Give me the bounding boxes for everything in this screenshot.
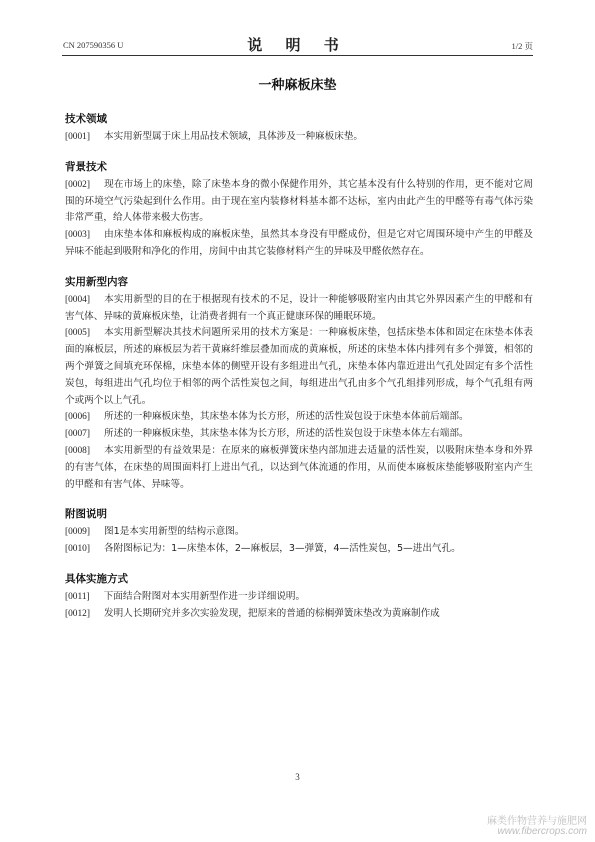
paragraph-number: [0008]	[65, 445, 90, 456]
paragraph-number: [0006]	[65, 412, 90, 423]
page-number: 3	[295, 772, 300, 782]
paragraph-number: [0010]	[65, 544, 90, 555]
section-heading: 技术领域	[65, 113, 107, 125]
paragraph	[65, 409, 533, 426]
paragraph	[65, 606, 533, 623]
paragraph-text: 图1是本实用新型的结构示意图。	[104, 526, 245, 538]
section-heading: 具体实施方式	[65, 572, 128, 585]
paragraph-text: 所述的一种麻板床垫，其床垫本体为长方形，所述的活性炭包设于床垫本体前后端部。	[104, 411, 469, 423]
section-heading: 实用新型内容	[65, 275, 128, 288]
paragraph	[65, 426, 533, 443]
section-gap	[65, 493, 533, 507]
section-gap	[65, 558, 533, 572]
paragraph	[65, 227, 533, 261]
paragraph-number: [0011]	[65, 591, 90, 602]
paragraph	[65, 292, 533, 326]
paragraph-number: [0012]	[65, 608, 90, 619]
publication-number: CN 207590356 U	[63, 40, 124, 50]
paragraph	[65, 524, 533, 541]
paragraph-text: 下面结合附图对本实用新型作进一步详细说明。	[103, 590, 306, 602]
paragraph-number: [0009]	[65, 527, 90, 538]
paragraph-number: [0005]	[65, 328, 90, 339]
watermark-site-name: 麻类作物营养与施肥网	[487, 816, 587, 827]
paragraph-text: 本实用新型属于床上用品技术领域，具体涉及一种麻板床垫。	[104, 131, 364, 142]
paragraph	[65, 443, 533, 493]
paragraph	[65, 541, 533, 558]
document-type-heading: 说 明 书	[247, 36, 348, 54]
document-body	[65, 112, 533, 623]
section-heading: 附图说明	[65, 508, 107, 521]
document-title: 一种麻板床垫	[258, 78, 337, 93]
section-gap	[65, 146, 533, 160]
paragraph-number: [0001]	[65, 132, 90, 142]
page-indicator: 1/2 页	[511, 41, 533, 51]
paragraph-text: 由床垫本体和麻板构成的麻板床垫，虽然其本身没有甲醛成份，但是它对它周围环境中产生的甲醛及异味不能起到吸附和净化的作用，房间中由其它装修材料产生的异味及甲醛依然存在。	[65, 229, 533, 257]
paragraph-text: 本实用新型的有益效果是：在原来的麻板弹簧床垫内部加进去适量的活性炭，以吸附床垫本身和外界的有害气体，在床垫的周围面料打上进出气孔，以达到气体流通的作用，从而使本麻板床垫能够吸附室内产生的甲醛和有害气体、异味等。	[65, 444, 533, 490]
paragraph-text: 各附图标记为：1—床垫本体，2—麻板层，3—弹簧，4—活性炭包，5—进出气孔。	[104, 543, 461, 555]
section-heading: 背景技术	[65, 160, 107, 173]
paragraph	[65, 325, 533, 409]
paragraph	[65, 177, 533, 227]
paragraph-text: 现在市场上的床垫，除了床垫本身的微小保健作用外，其它基本没有什么特别的作用，更不能对它周围的环境空气污染起到什么作用。由于现在室内装修材料基本都不达标，室内由此产生的甲醛等有毒气体污染非常严重，给人体带来极大伤害。	[65, 178, 533, 224]
paragraph-number: [0002]	[65, 179, 90, 190]
paragraph-text: 发明人长期研究并多次实验发现，把原来的普通的棕榈弹簧床垫改为黄麻制作成	[104, 607, 440, 619]
header-divider	[62, 55, 533, 56]
paragraph-number: [0007]	[65, 429, 90, 440]
section-gap	[65, 261, 533, 275]
paragraph-number: [0003]	[65, 230, 90, 241]
paragraph	[65, 589, 533, 606]
paragraph-text: 本实用新型解决其技术问题所采用的技术方案是：一种麻板床垫，包括床垫本体和固定在床垫本体表面的麻板层，所述的麻板层为若干黄麻纤维层叠加而成的黄麻板，所述的床垫本体内排列有多个弹簧，相邻的两个弹簧之间填充环保棉，床垫本体的侧壁开设有多组进出气孔，床垫本体内靠近进出气孔处固定有多个活性炭包，每组进出气孔均位于相邻的两个活性炭包之间，每组进出气孔由多个气孔组排列形成，每个气孔组有两个或两个以上气孔。	[65, 327, 533, 406]
paragraph	[65, 129, 533, 146]
paragraph-text: 本实用新型的目的在于根据现有技术的不足，设计一种能够吸附室内由其它外界因素产生的甲醛和有害气体、异味的黄麻板床垫，让消费者拥有一个真正健康环保的睡眠环境。	[65, 293, 533, 322]
watermark-url: www.fibercrops.com	[497, 826, 587, 837]
paragraph-text: 所述的一种麻板床垫，其床垫本体为长方形，所述的活性炭包设于床垫本体左右端部。	[104, 428, 469, 440]
paragraph-number: [0004]	[65, 294, 90, 305]
